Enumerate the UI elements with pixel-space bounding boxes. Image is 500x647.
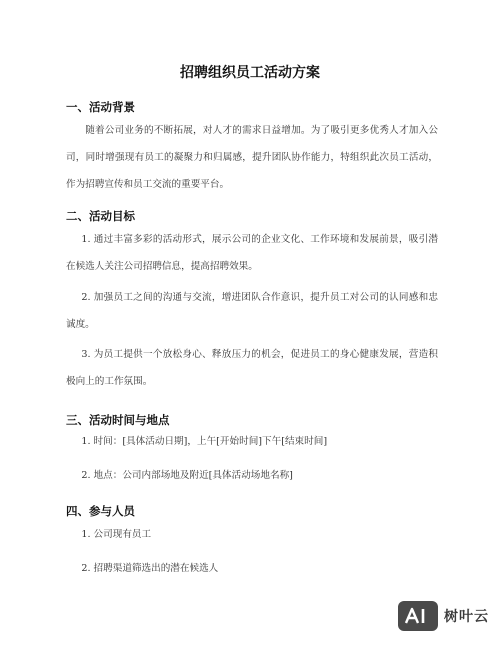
document-title: 招聘组织员工活动方案: [180, 65, 320, 81]
section-heading-participants: 四、参与人员: [66, 504, 135, 518]
watermark: [398, 601, 489, 631]
section-heading-background: 一、活动背景: [66, 100, 135, 114]
participant-item-2: 2. 招聘渠道筛选出的潜在候选人: [81, 563, 219, 574]
goal-item-3: 3. 为员工提供一个放松身心、释放压力的机会，促进员工的身心健康发展，营造积极向上的工作氛围。: [66, 349, 438, 387]
ai-logo-icon: [398, 601, 438, 631]
participant-item-1: 1. 公司现有员工: [81, 529, 152, 540]
section-heading-goals: 二、活动目标: [66, 209, 135, 223]
goal-item-1: 1. 通过丰富多彩的活动形式，展示公司的企业文化、工作环境和发展前景，吸引潜在候选人关注公司招聘信息，提高招聘效果。: [66, 234, 438, 272]
background-paragraph: 随着公司业务的不断拓展，对人才的需求日益增加。为了吸引更多优秀人才加入公司，同时增强现有员工的凝聚力和归属感，提升团队协作能力，特组织此次员工活动，作为招聘宣传和员工交流的重要平台。: [66, 125, 438, 190]
section-heading-time-place: 三、活动时间与地点: [66, 413, 170, 427]
watermark-brand: 树叶云: [444, 609, 489, 625]
ai-logo-glyph: [404, 607, 432, 625]
time-item: 1. 时间：[具体活动日期]，上午[开始时间]下午[结束时间]: [81, 436, 328, 447]
goal-item-2: 2. 加强员工之间的沟通与交流，增进团队合作意识，提升员工对公司的认同感和忠诚度。: [66, 292, 438, 330]
place-item: 2. 地点：公司内部场地及附近[具体活动场地名称]: [81, 470, 293, 481]
